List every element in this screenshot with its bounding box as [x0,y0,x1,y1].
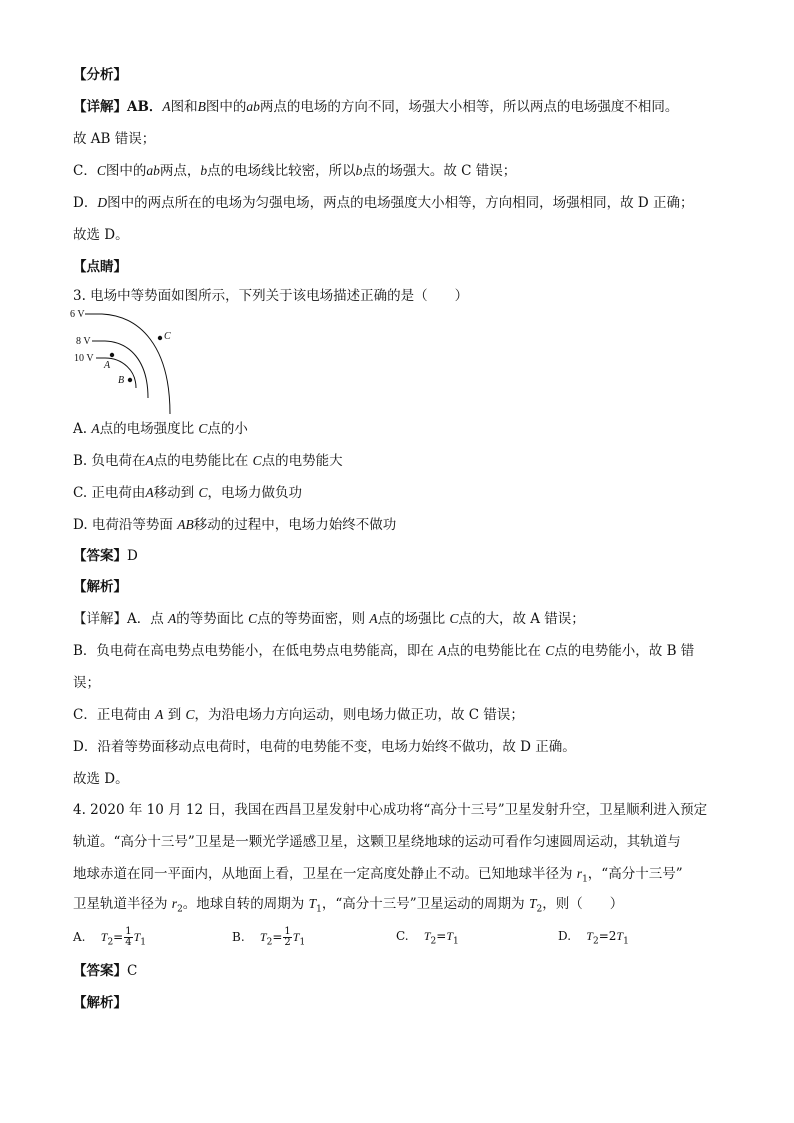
var-t: T [446,929,454,943]
option-label: D. [558,929,572,943]
subscript: 1 [453,936,459,947]
denominator: 4 [125,937,132,948]
text: 两点， [159,163,201,179]
q4-option-d [558,927,629,950]
text: 点的场强比 [377,611,446,627]
subscript: 1 [582,874,588,885]
text: B. 负电荷在 [73,453,146,469]
q4-analysis-heading: 【解析】 [73,995,127,1011]
q3-stem: 3. 电场中等势面如图所示，下列关于该电场描述正确的是（ ） [73,288,469,304]
var-c: C [198,421,208,436]
var-b: B [197,99,206,114]
text: 点的电势能小，故 B 错 [554,643,695,659]
text: 点的小 [207,421,248,437]
q3-detail-3: 误； [73,675,100,691]
q3-detail-2 [73,642,694,660]
point-b [128,378,132,382]
var-ab: ab [246,99,260,114]
remark-heading: 【点睛】 [73,259,127,275]
var-b: b [200,163,208,178]
q3-detail-6: 故选 D。 [73,771,129,787]
subscript: 2 [536,904,543,915]
label-10v: 10 V [74,353,94,364]
var-a: A [155,707,164,722]
var-t: T [423,929,431,943]
answer-value: D [127,548,138,564]
var-c: C [198,485,208,500]
text: C．正电荷由 [73,707,151,723]
text: 【详解】A．点 [73,611,164,627]
q4-option-c [396,927,459,950]
var-t: T [616,929,624,943]
q3-detail-4 [73,706,524,724]
q3-option-c [73,484,302,502]
text: 点的大，故 A 错误； [458,611,585,627]
q3-option-a [73,420,248,438]
q4-option-b [232,927,305,951]
var-t: T [586,929,593,943]
q4-stem-line-1: 4. 2020 年 10 月 12 日，我国在西昌卫星发射中心成功将“高分十三号”卫星发射升空，卫星顺利进入预定 [73,802,708,818]
text: 的等势面比 [176,611,244,627]
subscript: 1 [316,904,322,915]
detail-line-5: 故选 D。 [73,227,129,243]
text: 点的电势能大 [261,453,343,469]
equipotential-8v [105,341,148,398]
text: 地球赤道在同一平面内，从地面上看，卫星在一定高度处静止不动。已知地球半径为 [73,866,573,882]
label-b: B [118,375,125,386]
text: 移动到 [153,485,195,501]
var-a: A [145,485,154,500]
var-a: A [438,643,447,658]
var-b: b [355,163,363,178]
fraction [283,927,291,948]
text: D． [73,195,98,211]
detail-line-3 [73,162,516,180]
var-t: T [308,896,317,911]
fraction [124,927,132,948]
text: ，电场力做负功 [207,485,302,501]
label-6v: 6 V [70,309,85,320]
text: 图中的 [105,163,147,179]
text: 点的电势能比在 [446,643,541,659]
var-r: r [171,896,178,911]
detail-line-4 [73,194,693,212]
answer-value: C [127,963,138,979]
equals: = [113,930,124,944]
var-t: T [133,930,141,944]
text: ，“高分十三号” [587,866,683,882]
detail-line-2: 故 AB 错误； [73,131,156,147]
text: 点的场强大。故 C 错误； [362,163,517,179]
var-d: D [97,195,108,210]
var-a: A [168,611,177,626]
q3-analysis-heading: 【解析】 [73,579,127,595]
q4-option-a [73,927,146,951]
point-a [110,353,114,357]
text: 图中的 [205,99,247,115]
q4-stem-line-3 [73,865,683,889]
text: 卫星轨道半径为 [73,896,168,912]
option-label: C. [396,929,409,943]
var-c: C [248,611,258,626]
q4-answer [73,962,137,980]
subscript: 2 [177,904,183,915]
equals: = [436,929,447,943]
analysis-heading: 【分析】 [73,67,127,83]
answer-heading: 【答案】 [73,963,127,979]
subscript: 1 [623,936,629,947]
var-c: C [449,611,459,626]
var-ab: AB [177,517,194,532]
numerator: 1 [125,926,132,937]
q4-stem-line-2: 轨道。“高分十三号”卫星是一颗光学遥感卫星，这颗卫星绕地球的运动可看作匀速圆周运动，其轨道与 [73,834,681,850]
subscript: 1 [299,937,306,948]
label-c: C [164,331,171,342]
text: A. [73,421,88,437]
text: ，“高分十三号”卫星运动的周期为 [321,896,525,912]
equipotential-6v [102,314,170,414]
var-c: C [96,163,106,178]
text: 到 [167,707,182,723]
text: 点的电势能比在 [153,453,249,469]
text: D. 电荷沿等势面 [73,517,173,533]
text: C. 正电荷由 [73,485,146,501]
var-t: T [292,930,300,944]
var-c: C [252,453,262,468]
option-label: B. [232,930,245,944]
denominator: 2 [284,937,291,948]
var-c: C [545,643,555,658]
q3-answer [73,547,138,565]
var-a: A [145,453,154,468]
subscript: 2 [266,937,273,948]
q4-stem-line-4 [73,895,623,919]
text: 点的等势面密，则 [257,611,366,627]
text: 移动的过程中，电场力始终不做功 [193,517,397,533]
answer-heading: 【答案】 [73,548,127,564]
equipotential-figure [70,306,190,416]
label-8v: 8 V [76,336,91,347]
var-t: T [100,930,108,944]
var-t: T [259,930,267,944]
text: C． [73,163,97,179]
q3-detail-5: D．沿着等势面移动点电荷时，电荷的电势能不变，电场力始终不做功，故 D 正确。 [73,739,576,755]
numerator: 1 [284,926,291,937]
text: 点的电场强度比 [99,421,195,437]
point-c [158,336,162,340]
text: 图中的两点所在的电场为匀强电场，两点的电场强度大小相等，方向相同，场强相同，故 D 正确； [107,195,694,211]
detail-heading: 【详解】AB． [73,99,163,115]
equals: =2 [598,929,617,943]
equals: = [272,930,283,944]
text: 点的电场线比较密，所以 [207,163,356,179]
subscript: 2 [592,936,599,947]
text: ，为沿电场力方向运动，则电场力做正功，故 C 错误； [194,707,524,723]
subscript: 1 [140,937,147,948]
label-a: A [104,360,111,371]
var-a: A [369,611,378,626]
var-ab: ab [146,163,160,178]
text: B．负电荷在高电势点电势能小，在低电势点电势能高，即在 [73,643,434,659]
q3-detail-1 [73,610,585,628]
subscript: 2 [107,937,114,948]
text: 两点的电场的方向不同，场强大小相等，所以两点的电场强度不相同。 [259,99,679,115]
detail-line-1 [73,98,678,116]
var-r: r [576,866,583,881]
subscript: 2 [430,936,437,947]
text: ，则（ ） [542,896,624,912]
var-a: A [162,99,171,114]
var-t: T [528,896,537,911]
var-c: C [185,707,195,722]
option-label: A. [73,930,86,944]
text: 。地球自转的周期为 [182,896,305,912]
text: 图和 [170,99,198,115]
var-a: A [91,421,100,436]
q3-option-d [73,516,396,534]
q3-option-b [73,452,343,470]
